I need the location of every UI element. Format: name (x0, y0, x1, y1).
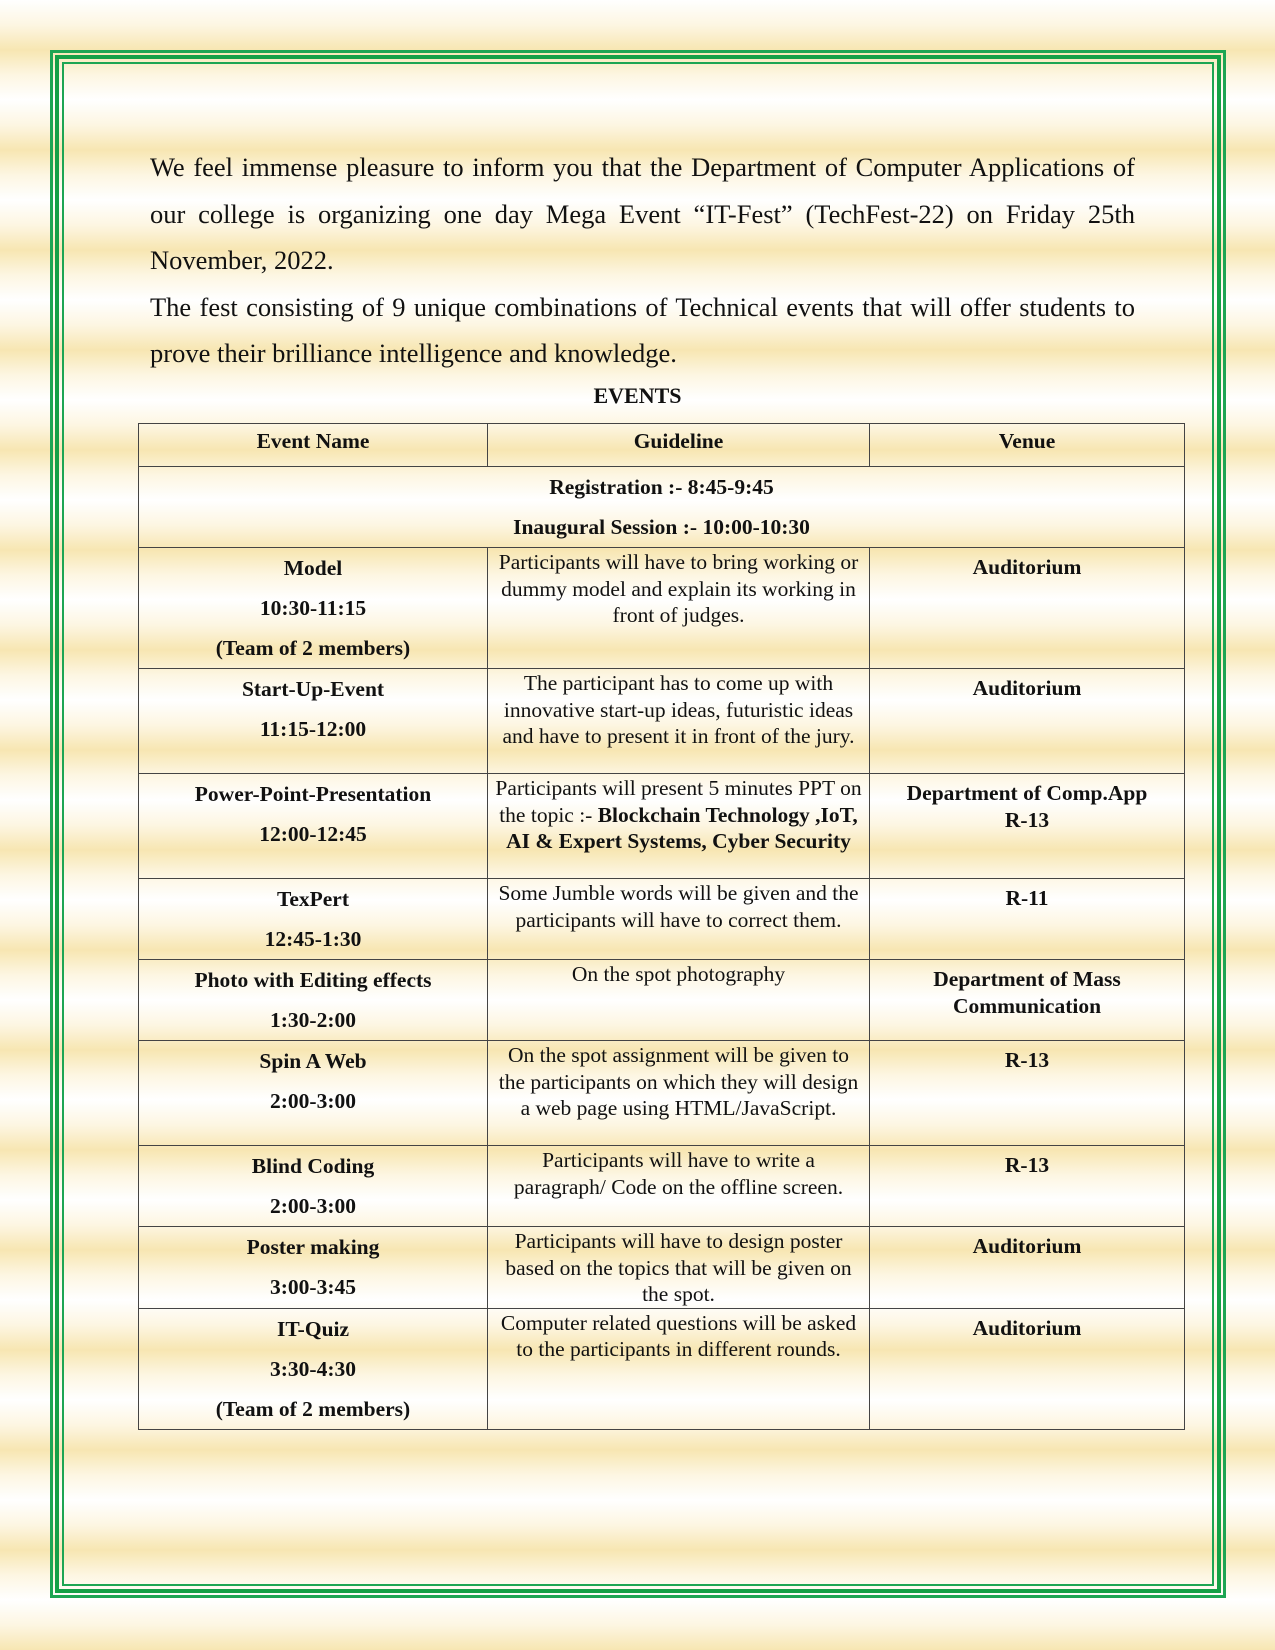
venue-room: R-13 (1004, 807, 1050, 832)
event-time: 2:00-3:00 (270, 1194, 356, 1218)
event-name-cell (139, 1146, 488, 1227)
event-time: 3:00-3:45 (270, 1275, 356, 1299)
event-team: (Team of 2 members) (215, 636, 411, 660)
registration-cell (139, 467, 1185, 548)
event-name: Poster making (246, 1235, 380, 1259)
guideline-plain: Participants will present 5 minutes PPT on the topic :- (495, 776, 862, 827)
guideline-cell (488, 879, 870, 960)
table-row (139, 548, 1185, 669)
guideline-cell (488, 960, 870, 1041)
event-name-cell (139, 960, 488, 1041)
event-name: Blind Coding (251, 1154, 375, 1178)
guideline-text (494, 774, 863, 855)
venue-cell (870, 960, 1185, 1041)
guideline-text: Participants will have to bring working or dummy model and explain its working in front of judges. (498, 550, 859, 627)
header-venue: Venue (870, 424, 1185, 467)
table-row (139, 879, 1185, 960)
venue-text: Auditorium (972, 1315, 1082, 1340)
table-row (139, 774, 1185, 879)
venue-cell (870, 1146, 1185, 1227)
event-name: Power-Point-Presentation (194, 782, 432, 806)
venue-text: Auditorium (972, 676, 1082, 700)
event-name: Spin A Web (259, 1049, 367, 1073)
venue-cell (870, 548, 1185, 669)
guideline-cell (488, 1146, 870, 1227)
event-name-cell (139, 548, 488, 669)
guideline-text: On the spot photography (571, 962, 786, 986)
event-name: Photo with Editing effects (194, 968, 432, 992)
table-row (139, 960, 1185, 1041)
header-event-name: Event Name (139, 424, 488, 467)
guideline-text: Computer related questions will be asked to the participants in different rounds. (500, 1310, 857, 1361)
guideline-text: The participant has to come up with innovative start-up ideas, futuristic ideas and have to present it in front of the jury. (502, 671, 855, 748)
registration-time: Registration :- 8:45-9:45 (549, 475, 774, 499)
intro-text (150, 144, 1135, 377)
registration-row (139, 467, 1185, 548)
header-guideline: Guideline (488, 424, 870, 467)
guideline-topics: Blockchain Technology ,IoT, AI & Expert Systems, Cyber Security (506, 802, 858, 853)
guideline-text: Participants will have to write a paragraph/ Code on the offline screen. (513, 1148, 844, 1199)
venue-text: R-13 (1004, 1048, 1050, 1072)
guideline-cell (488, 669, 870, 774)
table-row (139, 1146, 1185, 1227)
event-name-cell (139, 1227, 488, 1309)
event-time: 11:15-12:00 (259, 717, 367, 741)
event-time: 12:00-12:45 (259, 822, 367, 846)
event-name: TexPert (276, 887, 350, 911)
venue-cell (870, 669, 1185, 774)
event-time: 10:30-11:15 (259, 596, 367, 620)
intro-paragraph-2: The fest consisting of 9 unique combinations of Technical events that will offer students to prove their brilliance intelligence and knowledge. (150, 291, 1135, 368)
guideline-text: Participants will have to design poster based on the topics that will be given on the spot. (505, 1229, 852, 1306)
venue-cell (870, 1041, 1185, 1146)
event-name-cell (139, 774, 488, 879)
inaugural-time: Inaugural Session :- 10:00-10:30 (513, 515, 810, 539)
event-name-cell (139, 1041, 488, 1146)
event-name: Model (283, 556, 343, 580)
event-time: 12:45-1:30 (264, 927, 362, 951)
table-row (139, 1041, 1185, 1146)
event-time: 1:30-2:00 (270, 1008, 356, 1032)
event-name: IT-Quiz (276, 1316, 350, 1341)
intro-paragraph-1: We feel immense pleasure to inform you that the Department of Computer Applications of our college is organizing one day Mega Event “IT-Fest” (TechFest-22) on Friday 25th November, 2022. (150, 152, 1135, 275)
venue-text: Department of Mass Communication (933, 967, 1121, 1018)
guideline-cell (488, 548, 870, 669)
venue-text: R-11 (1005, 886, 1049, 910)
venue-cell (870, 879, 1185, 960)
guideline-cell (488, 1308, 870, 1429)
guideline-cell (488, 774, 870, 879)
venue-text: R-13 (1004, 1153, 1050, 1177)
event-name: Start-Up-Event (241, 677, 385, 701)
venue-text: Auditorium (972, 555, 1082, 579)
event-time: 3:30-4:30 (270, 1356, 356, 1381)
event-time: 2:00-3:00 (270, 1089, 356, 1113)
event-name-cell (139, 879, 488, 960)
event-name-cell (139, 1308, 488, 1429)
venue-cell (870, 1308, 1185, 1429)
venue-cell (870, 1227, 1185, 1309)
guideline-text: Some Jumble words will be given and the participants will have to correct them. (498, 881, 859, 932)
guideline-text: On the spot assignment will be given to the participants on which they will design a web page using HTML/JavaScript. (498, 1043, 859, 1120)
table-row (139, 669, 1185, 774)
venue-cell (870, 774, 1185, 879)
table-header-row (139, 424, 1185, 467)
venue-text: Department of Comp.App (906, 781, 1148, 805)
guideline-cell (488, 1227, 870, 1309)
event-name-cell (139, 669, 488, 774)
venue-text: Auditorium (972, 1234, 1082, 1258)
table-row (139, 1308, 1185, 1429)
guideline-cell (488, 1041, 870, 1146)
events-title: EVENTS (593, 383, 682, 408)
event-team: (Team of 2 members) (215, 1396, 411, 1421)
events-table (138, 423, 1185, 1430)
table-row (139, 1227, 1185, 1309)
